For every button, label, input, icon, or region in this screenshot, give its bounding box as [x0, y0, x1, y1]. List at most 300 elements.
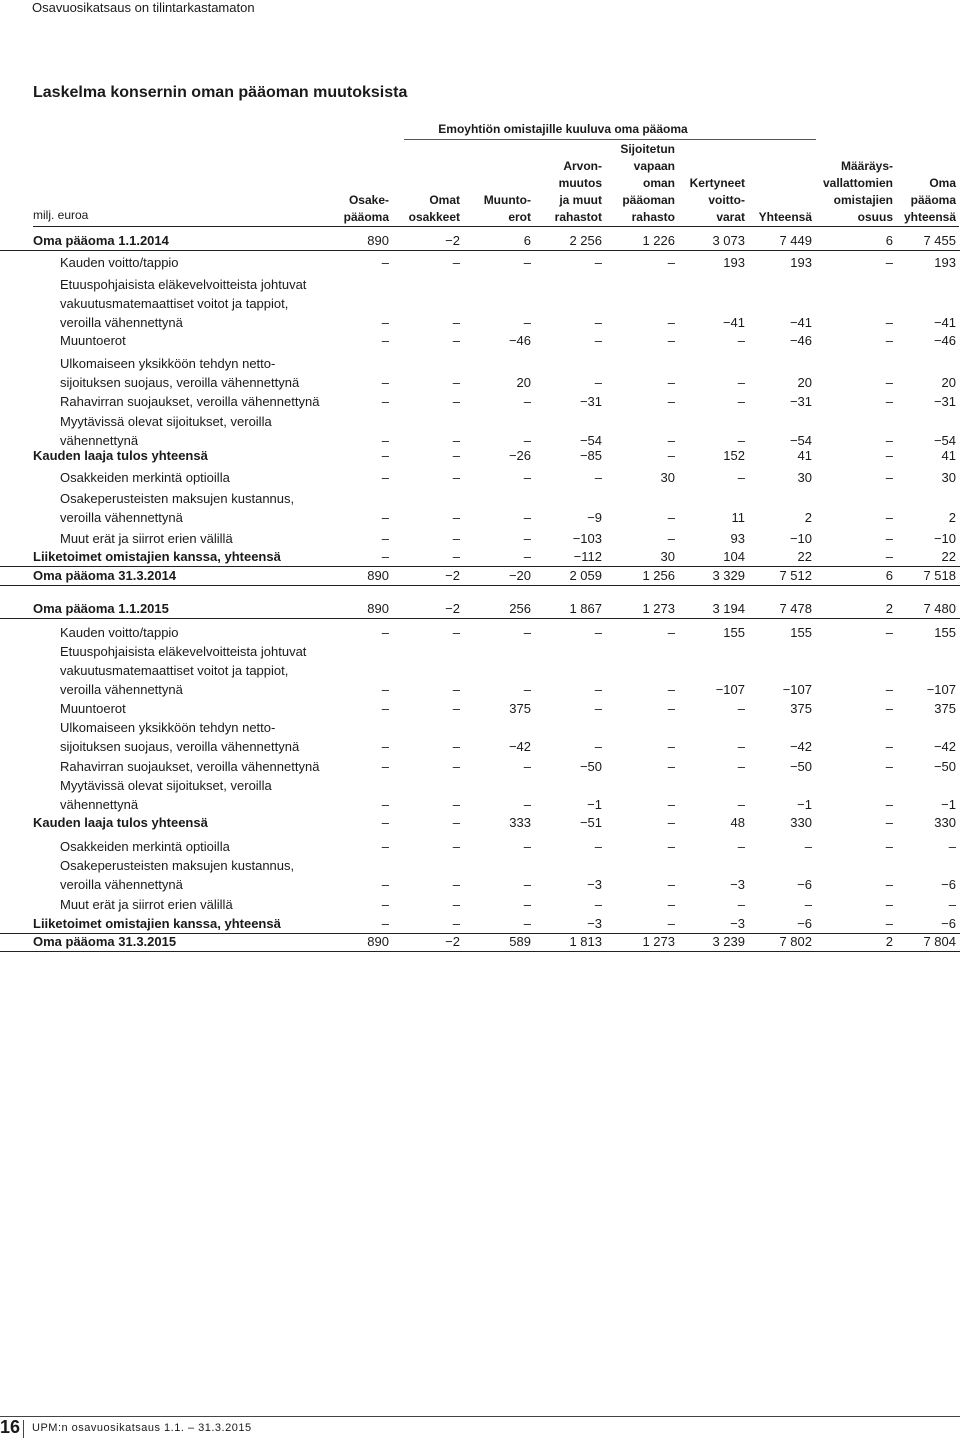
cell-value: – [452, 682, 460, 697]
cell-value: – [667, 448, 675, 463]
row-label-line: Muut erät ja siirrot erien välillä [60, 897, 233, 912]
cell-value: – [381, 797, 389, 812]
cell-value: – [667, 759, 675, 774]
cell-value: 1 813 [569, 934, 602, 949]
cell-value: – [523, 897, 531, 912]
cell-value: 6 [885, 233, 893, 248]
column-header [392, 140, 460, 226]
row-label [33, 599, 333, 618]
cell-value: – [885, 701, 893, 716]
cell-value: – [737, 797, 745, 812]
cell-value: – [452, 549, 460, 564]
cell-value: – [885, 739, 893, 754]
running-header: Osavuosikatsaus on tilintarkastamaton [32, 0, 255, 15]
cell-value: – [452, 916, 460, 931]
cell-value: – [594, 682, 602, 697]
row-label-line: vakuutusmatemaattiset voitot ja tappiot, [60, 296, 289, 311]
row-label-line: Kauden voitto/tappio [60, 255, 179, 270]
cell-value: – [381, 255, 389, 270]
cell-value: 1 273 [642, 601, 675, 616]
cell-value: – [452, 815, 460, 830]
cell-value: 890 [367, 233, 389, 248]
cell-value: −31 [579, 394, 602, 409]
column-header-line: Kertyneet [689, 176, 745, 190]
cell-value: −112 [573, 549, 602, 564]
table-row [0, 354, 960, 392]
cell-value: – [452, 759, 460, 774]
column-header-line: Määräys- [840, 159, 893, 173]
cell-value: 1 867 [569, 601, 602, 616]
row-label [60, 642, 360, 699]
cell-value: −50 [789, 759, 812, 774]
row-label [33, 566, 333, 585]
cell-value: −10 [789, 531, 812, 546]
row-label-line: veroilla vähennettynä [60, 877, 183, 892]
cell-value: −50 [579, 759, 602, 774]
cell-value: – [381, 739, 389, 754]
row-label-line: Osakkeiden merkintä optioilla [60, 839, 230, 854]
cell-value: – [523, 797, 531, 812]
column-header-line: pääoman [622, 193, 675, 207]
cell-value: – [737, 333, 745, 348]
cell-value: −46 [508, 333, 531, 348]
row-label [60, 354, 360, 392]
cell-value: – [667, 701, 675, 716]
cell-value: 2 [885, 934, 893, 949]
row-label-line: Myytävissä olevat sijoitukset, veroilla [60, 778, 272, 793]
cell-value: 11 [731, 510, 745, 525]
cell-value: −46 [789, 333, 812, 348]
row-label [60, 837, 360, 856]
page-number: 16 [0, 1417, 21, 1437]
cell-value: – [885, 797, 893, 812]
table-row [0, 489, 960, 527]
cell-value: – [804, 897, 812, 912]
cell-value: – [885, 625, 893, 640]
table-row [0, 599, 960, 619]
cell-value: 30 [660, 470, 675, 485]
cell-value: – [667, 510, 675, 525]
cell-value: 3 194 [712, 601, 745, 616]
cell-value: – [523, 315, 531, 330]
table-row [0, 699, 960, 718]
cell-value: 7 449 [779, 233, 812, 248]
row-label-line: Oma pääoma 31.3.2015 [33, 934, 177, 949]
cell-value: – [667, 682, 675, 697]
cell-value: 589 [509, 934, 531, 949]
cell-value: 2 256 [569, 233, 602, 248]
cell-value: 333 [509, 815, 531, 830]
cell-value: – [667, 333, 675, 348]
cell-value: – [452, 739, 460, 754]
cell-value: 1 273 [642, 934, 675, 949]
cell-value: 256 [509, 601, 531, 616]
cell-value: – [885, 433, 893, 448]
table-row [0, 446, 960, 465]
row-label-line: Liiketoimet omistajien kanssa, yhteensä [33, 549, 281, 564]
cell-value: −46 [933, 333, 956, 348]
cell-value: – [381, 625, 389, 640]
cell-value: – [885, 839, 893, 854]
cell-value: 3 073 [712, 233, 745, 248]
row-label [60, 529, 360, 548]
column-header-line: osakkeet [408, 210, 460, 224]
table-row [0, 468, 960, 487]
footer-divider [23, 1420, 24, 1438]
row-label [60, 489, 360, 527]
cell-value: – [594, 315, 602, 330]
column-header-line: vapaan [633, 159, 675, 173]
cell-value: – [523, 549, 531, 564]
cell-value: −1 [941, 797, 956, 812]
column-header [599, 140, 675, 226]
cell-value: – [667, 255, 675, 270]
row-label [33, 547, 333, 566]
cell-value: – [667, 839, 675, 854]
column-header-line: rahastot [554, 210, 602, 224]
cell-value: – [594, 739, 602, 754]
cell-value: −6 [797, 877, 812, 892]
cell-value: −3 [730, 916, 745, 931]
cell-value: – [381, 315, 389, 330]
cell-value: – [737, 375, 745, 390]
cell-value: – [737, 433, 745, 448]
cell-value: – [667, 394, 675, 409]
cell-value: – [381, 916, 389, 931]
row-label-line: vähennettynä [60, 433, 139, 448]
cell-value: 890 [367, 568, 389, 583]
group-header: Emoyhtiön omistajille kuuluva oma pääoma [438, 122, 688, 136]
cell-value: −2 [445, 568, 460, 583]
row-label [60, 699, 360, 718]
cell-value: −20 [508, 568, 531, 583]
cell-value: – [523, 433, 531, 448]
cell-value: – [381, 448, 389, 463]
row-label [60, 757, 360, 776]
cell-value: – [381, 333, 389, 348]
column-header-line: Omat [429, 193, 460, 207]
row-label [60, 895, 360, 914]
cell-value: – [452, 839, 460, 854]
column-header-line: Arvon- [563, 159, 602, 173]
cell-value: 30 [660, 549, 675, 564]
column-header-line: Sijoitetun [620, 142, 675, 156]
cell-value: 890 [367, 601, 389, 616]
cell-value: – [523, 682, 531, 697]
cell-value: −9 [587, 510, 602, 525]
cell-value: −31 [789, 394, 812, 409]
cell-value: – [381, 510, 389, 525]
row-label [60, 776, 360, 814]
cell-value: −1 [587, 797, 602, 812]
row-label [60, 468, 360, 487]
cell-value: 22 [797, 549, 812, 564]
column-header-line: Oma [929, 176, 956, 190]
cell-value: – [885, 759, 893, 774]
cell-value: – [523, 877, 531, 892]
cell-value: −1 [797, 797, 812, 812]
row-label-line: Kauden laaja tulos yhteensä [33, 815, 208, 830]
cell-value: 2 [804, 510, 812, 525]
cell-value: −41 [722, 315, 745, 330]
cell-value: – [885, 333, 893, 348]
cell-value: −41 [933, 315, 956, 330]
cell-value: – [667, 375, 675, 390]
cell-value: – [737, 759, 745, 774]
row-label-line: Osakkeiden merkintä optioilla [60, 470, 230, 485]
cell-value: – [452, 448, 460, 463]
cell-value: – [667, 815, 675, 830]
row-label [33, 932, 333, 951]
column-header-line: oman [642, 176, 675, 190]
cell-value: 48 [730, 815, 745, 830]
cell-value: −31 [933, 394, 956, 409]
cell-value: −85 [579, 448, 602, 463]
cell-value: −3 [730, 877, 745, 892]
cell-value: – [452, 510, 460, 525]
cell-value: −3 [587, 916, 602, 931]
cell-value: −2 [445, 934, 460, 949]
cell-value: – [452, 531, 460, 546]
cell-value: −2 [445, 601, 460, 616]
cell-value: – [594, 375, 602, 390]
cell-value: – [885, 916, 893, 931]
cell-value: 375 [934, 701, 956, 716]
cell-value: – [667, 739, 675, 754]
cell-value: −107 [782, 682, 812, 697]
column-header [465, 140, 531, 226]
cell-value: – [523, 255, 531, 270]
cell-value: 2 [885, 601, 893, 616]
row-label [60, 718, 360, 756]
column-header-line: omistajien [833, 193, 893, 207]
cell-value: 7 518 [923, 568, 956, 583]
column-header-line: yhteensä [903, 210, 956, 224]
cell-value: – [523, 470, 531, 485]
cell-value: – [737, 897, 745, 912]
cell-value: −103 [572, 531, 602, 546]
page-title: Laskelma konsernin oman pääoman muutoksista [33, 84, 408, 101]
table-row [0, 547, 960, 567]
cell-value: – [523, 916, 531, 931]
cell-value: – [452, 315, 460, 330]
cell-value: – [523, 625, 531, 640]
cell-value: 193 [790, 255, 812, 270]
row-label-line: Ulkomaiseen yksikköön tehdyn netto- [60, 356, 276, 371]
cell-value: 41 [797, 448, 812, 463]
row-label-line: Rahavirran suojaukset, veroilla vähennettynä [60, 759, 320, 774]
cell-value: 7 802 [779, 934, 812, 949]
cell-value: 193 [934, 255, 956, 270]
cell-value: – [885, 448, 893, 463]
cell-value: 330 [790, 815, 812, 830]
cell-value: −51 [579, 815, 602, 830]
table-row [0, 412, 960, 450]
row-label [60, 331, 360, 350]
table-row [0, 529, 960, 548]
cell-value: 1 256 [642, 568, 675, 583]
row-label-line: Muuntoerot [60, 333, 126, 348]
table-row [0, 813, 960, 832]
cell-value: – [381, 433, 389, 448]
cell-value: 2 059 [569, 568, 602, 583]
row-label [60, 392, 360, 411]
row-label-line: sijoituksen suojaus, veroilla vähennettynä [60, 375, 300, 390]
table-row [0, 757, 960, 776]
cell-value: – [523, 759, 531, 774]
cell-value: 375 [509, 701, 531, 716]
row-label-line: Osakeperusteisten maksujen kustannus, [60, 491, 295, 506]
unit-label: milj. euroa [33, 208, 89, 222]
row-label-line: veroilla vähennettynä [60, 315, 183, 330]
column-header-line: pääoma [343, 210, 389, 224]
column-header-line: vallattomien [822, 176, 893, 190]
cell-value: 7 480 [923, 601, 956, 616]
cell-value: – [452, 375, 460, 390]
footer-text: UPM:n osavuosikatsaus 1.1. – 31.3.2015 [32, 1422, 252, 1434]
cell-value: – [594, 701, 602, 716]
cell-value: 22 [941, 549, 956, 564]
row-label-line: Myytävissä olevat sijoitukset, veroilla [60, 414, 272, 429]
column-header [319, 140, 389, 226]
cell-value: – [737, 739, 745, 754]
cell-value: 3 329 [712, 568, 745, 583]
table-row [0, 275, 960, 332]
cell-value: – [523, 510, 531, 525]
row-label-line: Rahavirran suojaukset, veroilla vähennettynä [60, 394, 320, 409]
row-label-line: Ulkomaiseen yksikköön tehdyn netto- [60, 720, 276, 735]
table-row [0, 776, 960, 814]
cell-value: −41 [789, 315, 812, 330]
column-header [536, 140, 602, 226]
cell-value: −54 [579, 433, 602, 448]
cell-value: – [667, 897, 675, 912]
row-label-line: Oma pääoma 1.1.2015 [33, 601, 169, 616]
column-header-line: rahasto [631, 210, 675, 224]
cell-value: 7 478 [779, 601, 812, 616]
column-header-line: pääoma [910, 193, 956, 207]
cell-value: – [381, 877, 389, 892]
cell-value: – [885, 815, 893, 830]
table-row [0, 718, 960, 756]
cell-value: 7 512 [779, 568, 812, 583]
cell-value: 1 226 [642, 233, 675, 248]
cell-value: 41 [941, 448, 956, 463]
cell-value: – [885, 255, 893, 270]
column-header-line: muutos [558, 176, 602, 190]
cell-value: 155 [934, 625, 956, 640]
cell-value: – [452, 255, 460, 270]
cell-value: 155 [790, 625, 812, 640]
row-label-line: sijoituksen suojaus, veroilla vähennettynä [60, 739, 300, 754]
cell-value: – [667, 315, 675, 330]
cell-value: – [885, 510, 893, 525]
table-row [0, 856, 960, 894]
cell-value: 20 [516, 375, 531, 390]
cell-value: – [452, 797, 460, 812]
cell-value: – [523, 394, 531, 409]
footer-rule [0, 1416, 960, 1417]
cell-value: – [452, 433, 460, 448]
cell-value: – [667, 797, 675, 812]
cell-value: 193 [723, 255, 745, 270]
cell-value: 93 [730, 531, 745, 546]
cell-value: – [804, 839, 812, 854]
cell-value: – [523, 531, 531, 546]
cell-value: – [737, 394, 745, 409]
header-rule [33, 226, 959, 227]
cell-value: 7 455 [923, 233, 956, 248]
cell-value: – [452, 394, 460, 409]
cell-value: – [667, 916, 675, 931]
cell-value: −6 [941, 916, 956, 931]
cell-value: – [948, 839, 956, 854]
cell-value: – [885, 877, 893, 892]
cell-value: −6 [941, 877, 956, 892]
cell-value: – [667, 531, 675, 546]
cell-value: – [948, 897, 956, 912]
table-row [0, 895, 960, 914]
cell-value: – [594, 625, 602, 640]
column-header [677, 140, 745, 226]
table-row [0, 914, 960, 934]
column-header-line: erot [508, 210, 531, 224]
row-label [33, 813, 333, 832]
cell-value: 20 [797, 375, 812, 390]
row-label [33, 231, 333, 250]
row-label-line: Muut erät ja siirrot erien välillä [60, 531, 233, 546]
cell-value: – [594, 897, 602, 912]
column-header-line: Muunto- [483, 193, 531, 207]
table-row [0, 331, 960, 350]
cell-value: 155 [723, 625, 745, 640]
row-label-line: Muuntoerot [60, 701, 126, 716]
cell-value: – [381, 759, 389, 774]
column-header-line: ja muut [559, 193, 602, 207]
row-label-line: veroilla vähennettynä [60, 682, 183, 697]
cell-value: 152 [723, 448, 745, 463]
cell-value: – [452, 625, 460, 640]
cell-value: – [667, 625, 675, 640]
cell-value: – [885, 531, 893, 546]
row-label-line: Oma pääoma 1.1.2014 [33, 233, 169, 248]
cell-value: – [381, 839, 389, 854]
cell-value: −42 [933, 739, 956, 754]
cell-value: 6 [885, 568, 893, 583]
cell-value: −54 [933, 433, 956, 448]
cell-value: – [885, 375, 893, 390]
cell-value: 30 [797, 470, 812, 485]
cell-value: – [667, 433, 675, 448]
table-row [0, 837, 960, 856]
cell-value: – [885, 315, 893, 330]
cell-value: 2 [948, 510, 956, 525]
column-header [894, 140, 956, 226]
cell-value: −42 [508, 739, 531, 754]
row-label-line: Etuuspohjaisista eläkevelvoitteista johtuvat [60, 644, 307, 659]
cell-value: −26 [508, 448, 531, 463]
row-label [60, 275, 360, 332]
table-row [0, 253, 960, 272]
table-row [0, 566, 960, 586]
row-label-line: vakuutusmatemaattiset voitot ja tappiot, [60, 663, 289, 678]
column-header [797, 140, 893, 226]
cell-value: −3 [587, 877, 602, 892]
row-label-line: veroilla vähennettynä [60, 510, 183, 525]
table-row [0, 231, 960, 251]
cell-value: – [885, 549, 893, 564]
column-header-line: Osake- [348, 193, 389, 207]
